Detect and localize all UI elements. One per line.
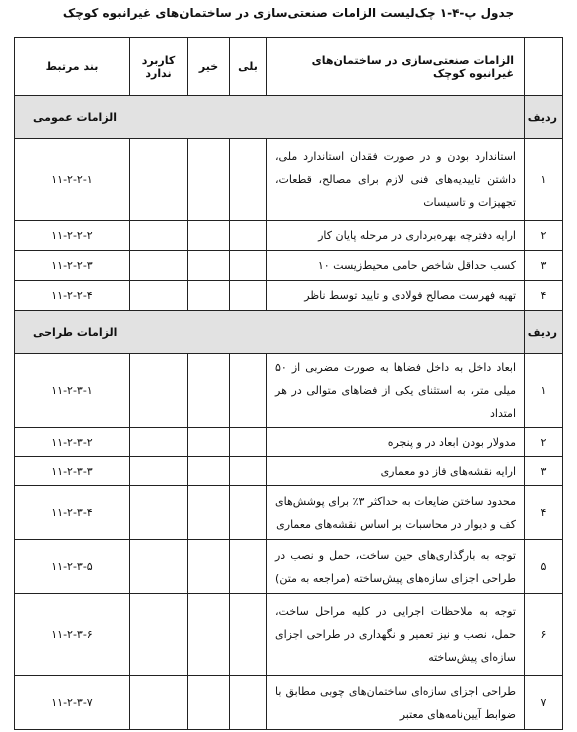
na-cell[interactable] (130, 354, 188, 428)
na-cell[interactable] (130, 221, 188, 251)
row-number: ۵ (525, 540, 563, 594)
row-number: ۲ (525, 428, 563, 457)
na-cell[interactable] (130, 540, 188, 594)
table-row (15, 139, 563, 221)
row-text: ابعاد داخل به داخل فضاها به صورت مضربی از ۵۰ میلی متر، به استثنای یکی از فضاهای متوالی در هر امتداد (267, 354, 525, 428)
table-row (15, 676, 563, 730)
table-row (15, 354, 563, 428)
row-text: طراحی اجزای سازه‌ای ساختمان‌های چوبی مطابق با ضوابط آیین‌نامه‌های معتبر (267, 676, 525, 730)
header-item: الزامات صنعتی‌سازی در ساختمان‌های غیرانبوه کوچک (267, 38, 525, 96)
header-no: خیر (188, 38, 230, 96)
yes-cell[interactable] (230, 221, 267, 251)
row-reference: ۱۱-۲-۳-۶ (15, 594, 130, 676)
row-text: استاندارد بودن و در صورت فقدان استاندارد ملی، داشتن تاییدیه‌های فنی لازم برای مصالح، قطعات، تجهیزات و تاسیسات (267, 139, 525, 221)
na-cell[interactable] (130, 457, 188, 486)
section-title: الزامات طراحی (15, 311, 525, 354)
row-reference: ۱۱-۲-۳-۵ (15, 540, 130, 594)
yes-cell[interactable] (230, 486, 267, 540)
no-cell[interactable] (188, 354, 230, 428)
row-text: توجه به بارگذاری‌های حین ساخت، حمل و نصب در طراحی اجزای سازه‌های پیش‌ساخته (مراجعه به متن) (267, 540, 525, 594)
section-header-general (15, 96, 563, 139)
row-number: ۳ (525, 457, 563, 486)
na-cell[interactable] (130, 139, 188, 221)
row-reference: ۱۱-۲-۳-۲ (15, 428, 130, 457)
table-row (15, 594, 563, 676)
yes-cell[interactable] (230, 139, 267, 221)
section-title: الزامات عمومی (15, 96, 525, 139)
table-row (15, 540, 563, 594)
no-cell[interactable] (188, 428, 230, 457)
no-cell[interactable] (188, 221, 230, 251)
row-reference: ۱۱-۲-۲-۱ (15, 139, 130, 221)
table-row (15, 251, 563, 281)
yes-cell[interactable] (230, 457, 267, 486)
header-row-no (525, 38, 563, 96)
no-cell[interactable] (188, 540, 230, 594)
checklist-table (14, 37, 563, 730)
na-cell[interactable] (130, 676, 188, 730)
na-cell[interactable] (130, 281, 188, 311)
table-row (15, 486, 563, 540)
row-text: ارایه نقشه‌های فاز دو معماری (267, 457, 525, 486)
row-reference: ۱۱-۲-۲-۳ (15, 251, 130, 281)
row-reference: ۱۱-۲-۳-۱ (15, 354, 130, 428)
row-text: محدود ساختن ضایعات به حداکثر ۳٪ برای پوشش‌های کف و دیوار در محاسبات بر اساس نقشه‌های معماری (267, 486, 525, 540)
no-cell[interactable] (188, 457, 230, 486)
yes-cell[interactable] (230, 676, 267, 730)
na-cell[interactable] (130, 594, 188, 676)
na-cell[interactable] (130, 428, 188, 457)
section-row-label: ردیف (525, 96, 563, 139)
table-title: جدول پ-۴-۱ چک‌لیست الزامات صنعتی‌سازی در ساختمان‌های غیرانبوه کوچک (62, 6, 515, 20)
row-number: ۴ (525, 281, 563, 311)
header-yes: بلی (230, 38, 267, 96)
table-row (15, 428, 563, 457)
row-number: ۷ (525, 676, 563, 730)
yes-cell[interactable] (230, 281, 267, 311)
row-text: توجه به ملاحظات اجرایی در کلیه مراحل ساخت، حمل، نصب و نیز تعمیر و نگهداری در طراحی اجزای سازه‌ای پیش‌ساخته (267, 594, 525, 676)
yes-cell[interactable] (230, 251, 267, 281)
yes-cell[interactable] (230, 354, 267, 428)
row-number: ۱ (525, 139, 563, 221)
yes-cell[interactable] (230, 540, 267, 594)
no-cell[interactable] (188, 676, 230, 730)
no-cell[interactable] (188, 139, 230, 221)
header-reference: بند مرتبط (15, 38, 130, 96)
row-reference: ۱۱-۲-۳-۴ (15, 486, 130, 540)
row-reference: ۱۱-۲-۲-۲ (15, 221, 130, 251)
header-row (15, 38, 563, 96)
no-cell[interactable] (188, 281, 230, 311)
row-number: ۱ (525, 354, 563, 428)
no-cell[interactable] (188, 251, 230, 281)
header-not-applicable: کاربرد ندارد (130, 38, 188, 96)
row-text: کسب حداقل شاخص حامی محیط‌زیست ۱۰ (267, 251, 525, 281)
row-reference: ۱۱-۲-۲-۴ (15, 281, 130, 311)
row-reference: ۱۱-۲-۳-۳ (15, 457, 130, 486)
no-cell[interactable] (188, 594, 230, 676)
no-cell[interactable] (188, 486, 230, 540)
row-text: تهیه فهرست مصالح فولادی و تایید توسط ناظر (267, 281, 525, 311)
row-reference: ۱۱-۲-۳-۷ (15, 676, 130, 730)
section-row-label: ردیف (525, 311, 563, 354)
table-row (15, 221, 563, 251)
row-number: ۲ (525, 221, 563, 251)
yes-cell[interactable] (230, 594, 267, 676)
row-number: ۶ (525, 594, 563, 676)
row-text: ارایه دفترچه بهره‌برداری در مرحله پایان کار (267, 221, 525, 251)
na-cell[interactable] (130, 486, 188, 540)
yes-cell[interactable] (230, 428, 267, 457)
na-cell[interactable] (130, 251, 188, 281)
table-row (15, 281, 563, 311)
table-row (15, 457, 563, 486)
row-text: مدولار بودن ابعاد در و پنجره (267, 428, 525, 457)
section-header-design (15, 311, 563, 354)
row-number: ۳ (525, 251, 563, 281)
row-number: ۴ (525, 486, 563, 540)
